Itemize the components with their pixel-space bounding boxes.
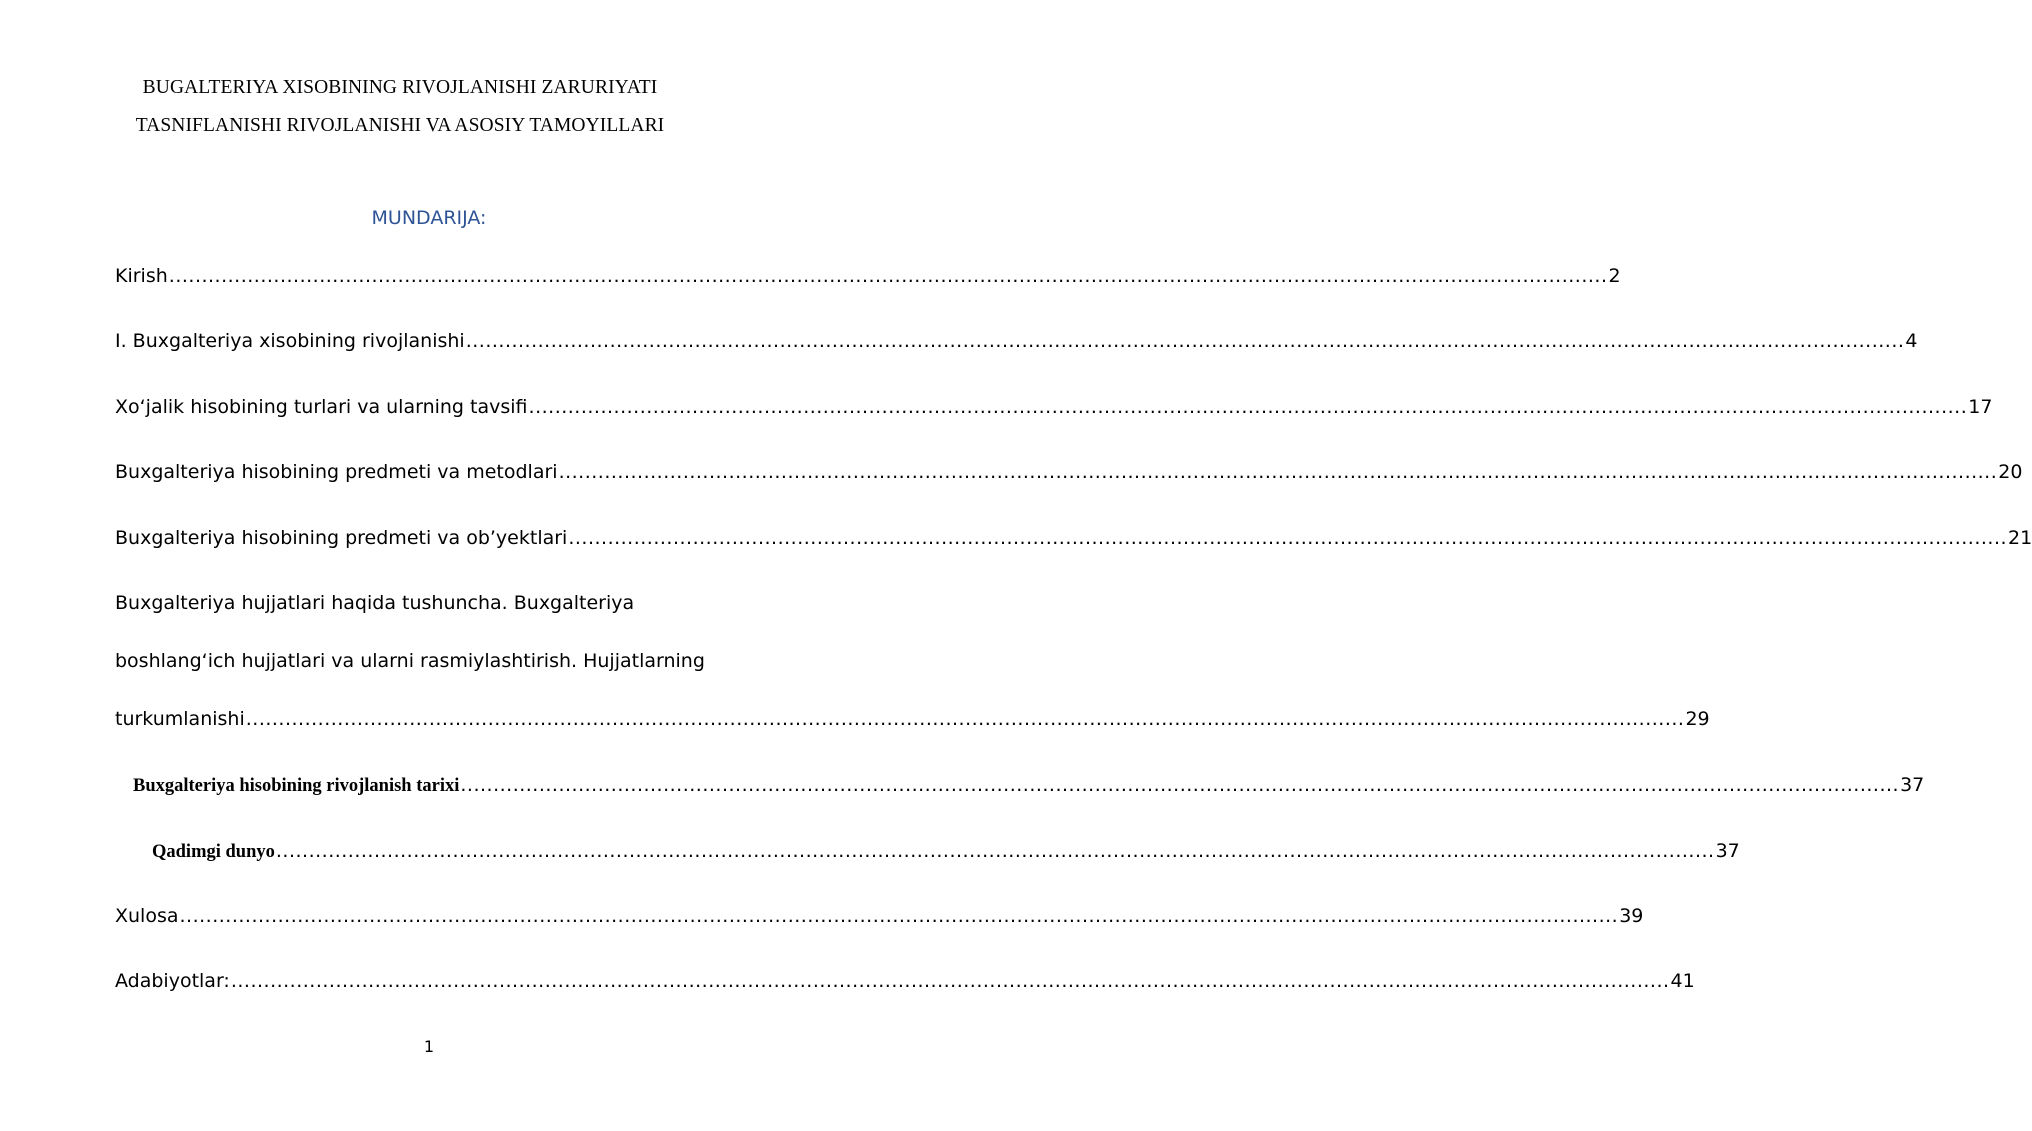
toc-leader-dots: ............................................................................................................................................................................................................................ [460,774,1900,796]
toc-leader-dots: ............................................................................................................................................................................................................................ [245,708,1685,730]
toc-leader-dots: ............................................................................................................................................................................................................................ [168,265,1608,287]
page-number: 1 [423,1037,435,1056]
toc-entry-hujjatlar-line-1[interactable]: Buxgalteriya hujjatlari haqida tushuncha. Buxgalteriya [115,592,635,614]
toc-entry-label: Adabiyotlar: [115,970,230,992]
toc-entry-predmet-metodlar[interactable] [115,461,2023,483]
toc-leader-dots: ............................................................................................................................................................................................................................ [465,330,1905,352]
toc-entry-qadimgi-dunyo[interactable] [152,840,1740,863]
toc-entry-xulosa[interactable] [115,905,1644,927]
toc-page-number: 41 [1670,970,1695,992]
toc-entry-buxgalteriya-rivojlanishi[interactable] [115,330,1918,352]
toc-entry-predmet-obyektlar[interactable] [115,527,2032,549]
toc-entry-adabiyotlar[interactable] [115,970,1695,992]
toc-leader-dots: ............................................................................................................................................................................................................................ [528,396,1968,418]
toc-entry-label: Qadimgi dunyo [152,842,275,862]
toc-entry-label: turkumlanishi [115,708,245,730]
toc-entry-xojalik-hisobi[interactable] [115,396,1993,418]
toc-entry-kirish[interactable] [115,265,1621,287]
toc-entry-rivojlanish-tarixi[interactable] [133,774,1925,797]
toc-entry-label: Buxgalteriya hisobining predmeti va ob’yektlari [115,527,568,549]
toc-page-number: 20 [1998,461,2023,483]
toc-page-number: 4 [1905,330,1918,352]
toc-leader-dots: ............................................................................................................................................................................................................................ [275,840,1715,862]
toc-page-number: 37 [1900,774,1925,796]
toc-entry-label: Xulosa [115,905,179,927]
toc-page-number: 2 [1608,265,1621,287]
document-title-line-2: TASNIFLANISHI RIVOJLANISHI VA ASOSIY TAMOYILLARI [135,115,665,136]
toc-entry-label: Buxgalteriya hisobining predmeti va metodlari [115,461,558,483]
toc-page-number: 21 [2008,527,2032,549]
toc-leader-dots: ............................................................................................................................................................................................................................ [230,970,1670,992]
toc-page-number: 37 [1715,840,1740,862]
toc-leader-dots: ............................................................................................................................................................................................................................ [179,905,1619,927]
document-title-line-1: BUGALTERIYA XISOBINING RIVOJLANISHI ZARURIYATI [142,77,658,98]
toc-entry-hujjatlar[interactable] [115,708,1710,730]
toc-entry-label: Kirish [115,265,168,287]
toc-page-number: 39 [1619,905,1644,927]
toc-leader-dots: ............................................................................................................................................................................................................................ [568,527,2008,549]
toc-entry-label: Buxgalteriya hisobining rivojlanish tarixi [133,776,460,796]
toc-entry-hujjatlar-line-2[interactable]: boshlang‘ich hujjatlari va ularni rasmiylashtirish. Hujjatlarning [115,650,705,672]
toc-page-number: 17 [1968,396,1993,418]
toc-heading: MUNDARIJA: [371,207,487,229]
toc-entry-label: I. Buxgalteriya xisobining rivojlanishi [115,330,465,352]
toc-page-number: 29 [1685,708,1710,730]
toc-leader-dots: ............................................................................................................................................................................................................................ [558,461,1998,483]
toc-entry-label: Xo‘jalik hisobining turlari va ularning tavsifi [115,396,528,418]
